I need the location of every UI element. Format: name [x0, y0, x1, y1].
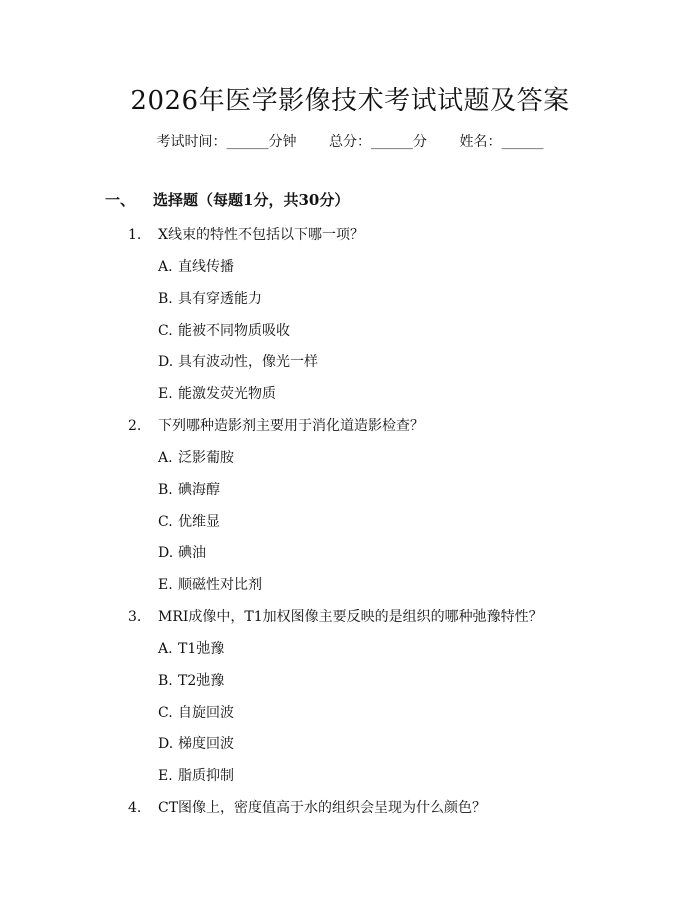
- option-letter: C.: [158, 514, 173, 530]
- option-text: 具有波动性，像光一样: [178, 354, 318, 370]
- option-3c: [158, 702, 234, 722]
- option-letter: E.: [158, 386, 173, 402]
- option-1a: [158, 256, 234, 276]
- option-text: 碘油: [178, 545, 206, 561]
- option-1e: [158, 383, 276, 403]
- option-text: 顺磁性对比剂: [178, 577, 262, 593]
- option-text: 优维显: [178, 514, 220, 530]
- option-text: 自旋回波: [178, 705, 234, 721]
- option-letter: E.: [158, 577, 173, 593]
- option-letter: D.: [158, 354, 174, 370]
- option-2a: [158, 447, 234, 467]
- question-text: 下列哪种造影剂主要用于消化道造影检查？: [158, 418, 424, 434]
- option-text: 能激发荧光物质: [178, 386, 276, 402]
- option-letter: B.: [158, 291, 173, 307]
- question-text: X线束的特性不包括以下哪一项？: [158, 227, 364, 243]
- section-heading: [105, 189, 349, 210]
- option-letter: B.: [158, 673, 173, 689]
- option-1b: [158, 288, 262, 308]
- option-text: 梯度回波: [178, 736, 234, 752]
- student-name-field: 姓名：______: [459, 134, 544, 150]
- option-letter: A.: [158, 450, 173, 466]
- option-text: 脂质抑制: [178, 768, 234, 784]
- option-2b: [158, 479, 220, 499]
- question-number: 3.: [128, 609, 142, 625]
- option-3a: [158, 638, 224, 658]
- question-2: [128, 415, 424, 435]
- option-text: T1弛豫: [178, 641, 225, 657]
- exam-time-field: 考试时间：______分钟: [156, 134, 297, 150]
- option-text: T2弛豫: [178, 673, 225, 689]
- exam-info-line: [0, 131, 700, 151]
- question-4: [128, 797, 486, 817]
- question-number: 1.: [128, 227, 142, 243]
- option-text: 具有穿透能力: [178, 291, 262, 307]
- option-3e: [158, 765, 234, 785]
- option-text: 碘海醇: [178, 482, 220, 498]
- question-number: 4.: [128, 800, 142, 816]
- option-3d: [158, 733, 234, 753]
- question-text: MRI成像中，T1加权图像主要反映的是组织的哪种弛豫特性？: [158, 609, 543, 625]
- option-text: 直线传播: [178, 259, 234, 275]
- option-letter: B.: [158, 482, 173, 498]
- question-number: 2.: [128, 418, 142, 434]
- section-label: 选择题（每题1分，共30分）: [153, 191, 350, 209]
- total-score-field: 总分：______分: [329, 134, 427, 150]
- question-1: [128, 224, 364, 244]
- option-2d: [158, 542, 206, 562]
- section-number: 一、: [105, 191, 136, 209]
- option-letter: D.: [158, 545, 174, 561]
- option-text: 泛影葡胺: [178, 450, 234, 466]
- option-3b: [158, 670, 224, 690]
- option-letter: E.: [158, 768, 173, 784]
- option-letter: C.: [158, 705, 173, 721]
- option-2c: [158, 511, 220, 531]
- document-title: 2026年医学影像技术考试试题及答案: [130, 86, 570, 116]
- option-letter: A.: [158, 641, 173, 657]
- option-letter: A.: [158, 259, 173, 275]
- option-text: 能被不同物质吸收: [178, 323, 290, 339]
- option-1d: [158, 351, 318, 371]
- option-letter: C.: [158, 323, 173, 339]
- question-text: CT图像上，密度值高于水的组织会呈现为什么颜色？: [158, 800, 487, 816]
- option-letter: D.: [158, 736, 174, 752]
- question-3: [128, 606, 543, 626]
- option-2e: [158, 574, 262, 594]
- option-1c: [158, 320, 290, 340]
